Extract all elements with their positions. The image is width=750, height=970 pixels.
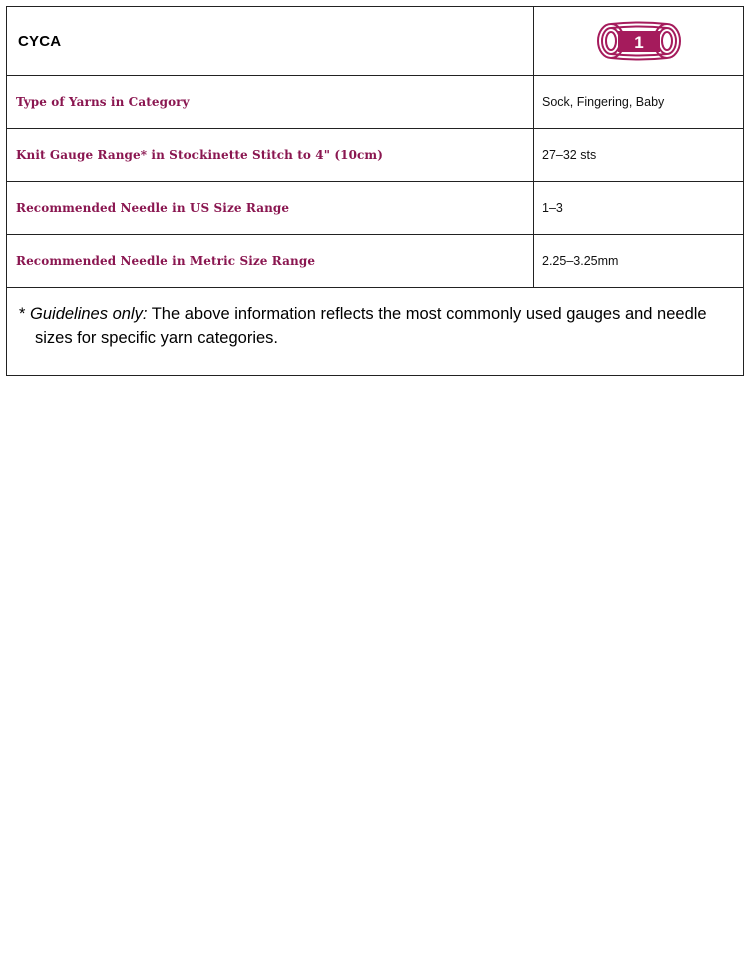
yarn-weight-number: 1 xyxy=(633,33,644,52)
row-label-knit-gauge: Knit Gauge Range* in Stockinette Stitch to 4" (10cm) xyxy=(16,148,384,162)
row-label-metric-needle: Recommended Needle in Metric Size Range xyxy=(16,254,316,268)
table-row xyxy=(7,235,743,288)
note-emphasis: Guidelines only: xyxy=(30,305,148,323)
row-value-us-needle: 1–3 xyxy=(542,201,563,215)
table-row xyxy=(7,182,743,235)
row-value-knit-gauge: 27–32 sts xyxy=(542,148,597,162)
yarn-info-table xyxy=(6,6,744,376)
guidelines-note xyxy=(7,288,743,375)
note-text: The above information reflects the most commonly used gauges and needle sizes for specific yarn categories. xyxy=(35,305,707,347)
row-label-yarn-type: Type of Yarns in Category xyxy=(16,95,190,109)
yarn-weight-badge xyxy=(534,7,743,75)
row-value-metric-needle: 2.25–3.25mm xyxy=(542,254,619,268)
row-value-yarn-type: Sock, Fingering, Baby xyxy=(542,95,665,109)
table-title: CYCA xyxy=(7,7,534,75)
row-label-us-needle: Recommended Needle in US Size Range xyxy=(16,201,290,215)
table-row xyxy=(7,129,743,182)
note-asterisk: * xyxy=(19,305,26,323)
table-row xyxy=(7,76,743,129)
yarn-skein-icon xyxy=(594,21,684,61)
table-header-row xyxy=(7,7,743,76)
